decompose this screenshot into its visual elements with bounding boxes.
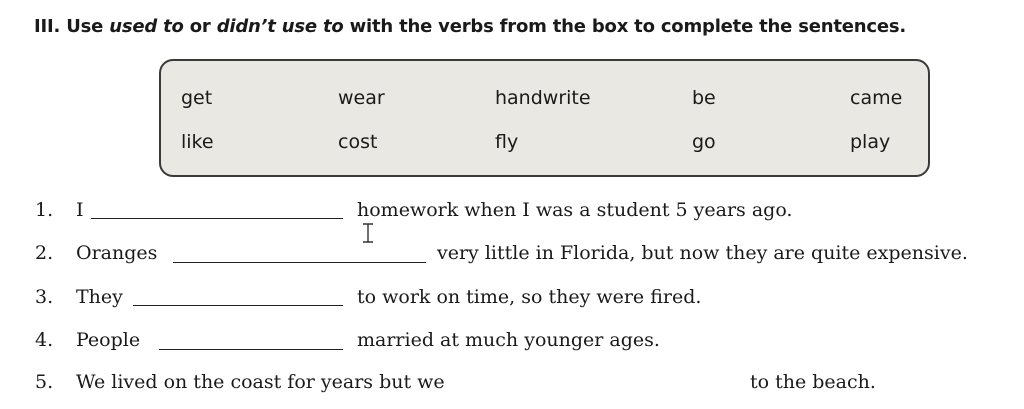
sentence-2-start: Oranges <box>76 242 158 264</box>
verb-box <box>159 59 930 177</box>
verb-cost: cost <box>338 131 378 153</box>
text-cursor-icon <box>362 223 374 243</box>
sentence-2-number: 2. <box>35 242 54 264</box>
sentence-3-blank[interactable] <box>133 305 343 306</box>
verb-came: came <box>850 87 903 109</box>
sentence-1-blank[interactable] <box>91 218 343 219</box>
verb-handwrite: handwrite <box>495 87 591 109</box>
sentence-5-end: to the beach. <box>750 371 876 393</box>
instruction-text-3: with the verbs from the box to complete the sentences. <box>343 16 907 37</box>
verb-wear: wear <box>338 87 385 109</box>
instruction-heading <box>34 16 906 37</box>
sentence-3-number: 3. <box>35 286 54 308</box>
verb-go: go <box>692 131 716 153</box>
instruction-text-2: or <box>183 16 217 37</box>
sentence-5-start: We lived on the coast for years but we <box>76 371 445 393</box>
sentence-2-end: very little in Florida, but now they are quite expensive. <box>437 242 968 264</box>
sentence-3-start: They <box>76 286 123 308</box>
sentence-3-end: to work on time, so they were fired. <box>357 286 702 308</box>
sentence-1-end: homework when I was a student 5 years ago. <box>357 199 793 221</box>
verb-like: like <box>181 131 214 153</box>
verb-fly: fly <box>495 131 519 153</box>
instruction-used-to: used to <box>109 16 184 37</box>
verb-be: be <box>692 87 716 109</box>
sentence-1-number: 1. <box>35 199 54 221</box>
sentence-4-number: 4. <box>35 329 54 351</box>
instruction-didnt-use-to: didn’t use to <box>216 16 344 37</box>
verb-get: get <box>181 87 213 109</box>
sentence-4-blank[interactable] <box>159 349 343 350</box>
sentence-4-start: People <box>76 329 141 351</box>
sentence-1-start: I <box>76 199 84 221</box>
sentence-5-number: 5. <box>35 371 54 393</box>
instruction-text-1: Use <box>66 16 110 37</box>
section-number: III. <box>34 16 61 37</box>
sentence-2-blank[interactable] <box>173 262 426 263</box>
verb-play: play <box>850 131 891 153</box>
sentence-4-end: married at much younger ages. <box>357 329 660 351</box>
